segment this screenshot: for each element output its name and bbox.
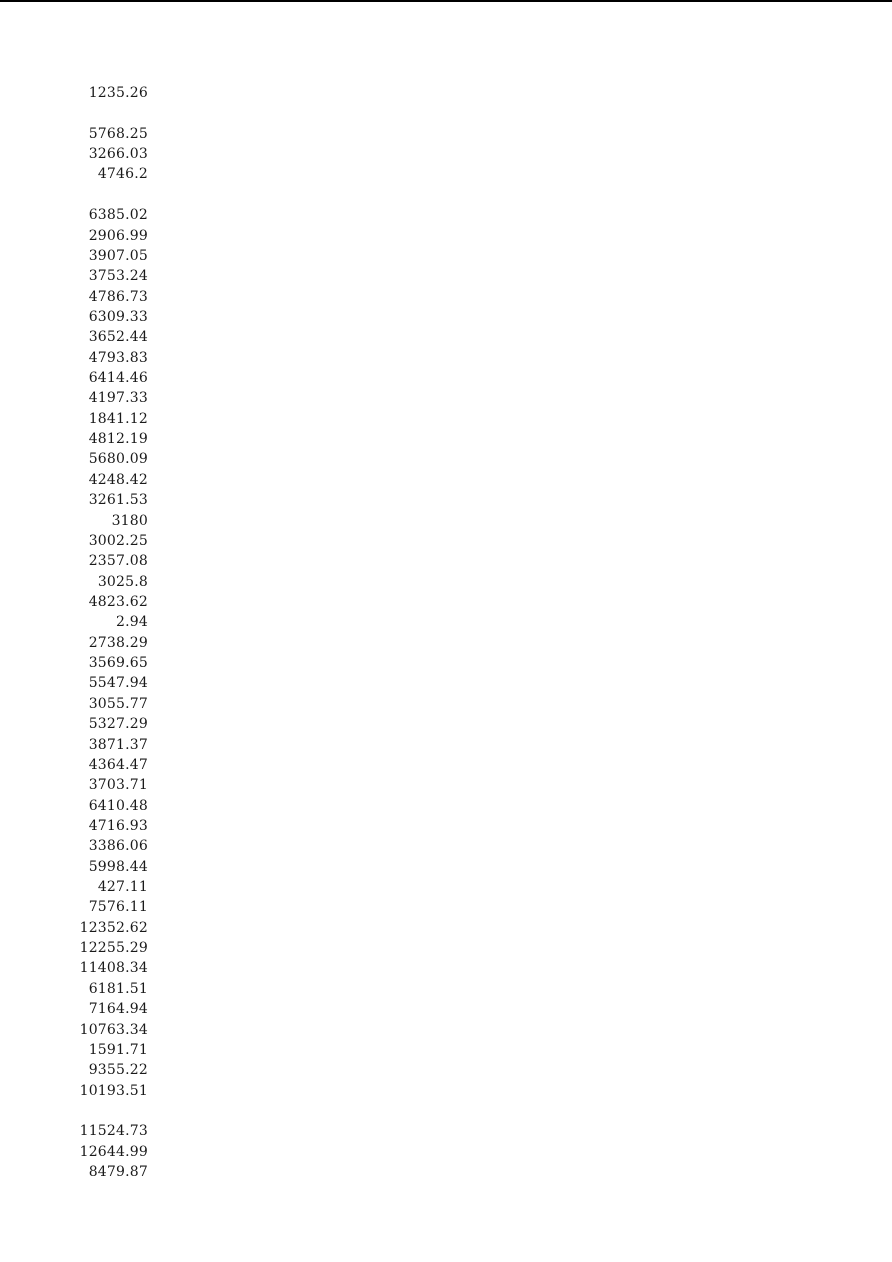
value-cell: 10193.51 xyxy=(79,1082,148,1099)
empty-cell xyxy=(40,103,148,123)
value-cell: 1235.26 xyxy=(88,85,148,101)
value-cell: 7164.94 xyxy=(88,1001,148,1018)
value-cell: 5768.25 xyxy=(88,125,148,142)
value-cell: 5327.29 xyxy=(88,716,148,733)
value-cell: 6385.02 xyxy=(88,207,148,224)
value-cell: 12255.29 xyxy=(79,940,148,957)
value-cell: 6309.33 xyxy=(88,308,148,325)
value-cell: 6410.48 xyxy=(88,797,148,814)
empty-cell xyxy=(40,185,148,205)
value-cell: 5680.09 xyxy=(88,451,148,468)
value-cell: 3266.03 xyxy=(88,146,148,163)
value-cell: 3871.37 xyxy=(88,736,148,753)
value-cell: 7576.11 xyxy=(88,899,148,916)
value-cell: 2906.99 xyxy=(88,227,148,244)
value-cell: 3180 xyxy=(111,512,148,529)
value-cell: 3569.65 xyxy=(88,655,148,672)
value-cell: 4197.33 xyxy=(88,390,148,407)
value-cell: 4364.47 xyxy=(88,756,148,773)
value-cell: 12352.62 xyxy=(79,919,148,936)
value-cell: 4248.42 xyxy=(88,471,148,488)
top-border-line xyxy=(0,0,892,2)
value-cell: 9355.22 xyxy=(88,1062,148,1079)
value-cell: 3025.8 xyxy=(97,573,148,590)
value-cell: 3386.06 xyxy=(88,838,148,855)
value-cell: 5998.44 xyxy=(88,858,148,875)
value-cell: 3703.71 xyxy=(88,777,148,794)
value-cell: 11524.73 xyxy=(79,1123,148,1140)
value-cell: 2357.08 xyxy=(88,553,148,570)
value-cell: 3652.44 xyxy=(88,329,148,346)
value-cell: 2738.29 xyxy=(88,634,148,651)
value-cell: 6414.46 xyxy=(88,370,148,387)
value-cell: 5547.94 xyxy=(88,675,148,692)
value-cell: 8479.87 xyxy=(88,1164,148,1181)
value-cell: 4793.83 xyxy=(88,349,148,366)
value-cell: 3261.53 xyxy=(88,492,148,509)
value-cell: 4812.19 xyxy=(88,431,148,448)
value-cell: 4746.2 xyxy=(97,166,148,183)
value-cell: 427.11 xyxy=(97,879,148,896)
value-cell: 4786.73 xyxy=(88,288,148,305)
value-cell: 4823.62 xyxy=(88,593,148,610)
value-cell: 12644.99 xyxy=(79,1143,148,1160)
value-cell: 1591.71 xyxy=(88,1041,148,1058)
empty-cell xyxy=(40,1101,148,1121)
value-cell: 3907.05 xyxy=(88,247,148,264)
value-cell: 3753.24 xyxy=(88,268,148,285)
value-cell: 3002.25 xyxy=(88,532,148,549)
value-cell: 1841.12 xyxy=(88,410,148,427)
value-cell: 2.94 xyxy=(116,614,148,631)
value-cell: 3055.77 xyxy=(88,695,148,712)
value-cell: 6181.51 xyxy=(88,980,148,997)
value-cell: 4716.93 xyxy=(88,817,148,834)
value-cell: 11408.34 xyxy=(79,960,148,977)
value-column xyxy=(40,83,148,1182)
value-cell: 10763.34 xyxy=(79,1021,148,1038)
